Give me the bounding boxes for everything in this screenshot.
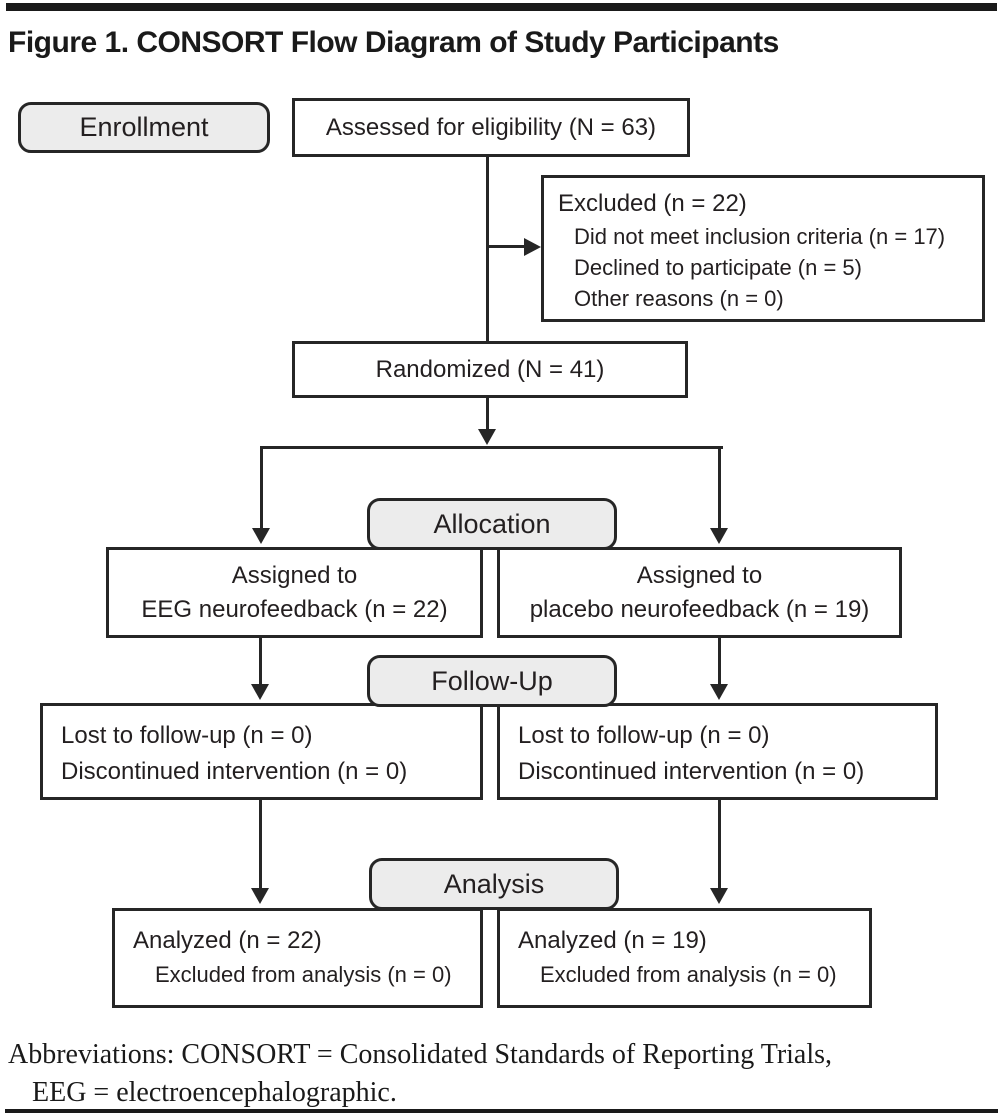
arrowhead-analysis-left: [251, 888, 269, 904]
bottom-rule: [5, 1109, 998, 1113]
arrowhead-assigned-right: [710, 528, 728, 544]
footnote-line2: EEG = electroencephalographic.: [32, 1077, 397, 1108]
box-assessed-text: Assessed for eligibility (N = 63): [325, 113, 657, 141]
box-randomized-text: Randomized (N = 41): [375, 355, 605, 383]
box-excluded: [541, 175, 985, 322]
box-analysis-eeg-sub: Excluded from analysis (n = 0): [155, 962, 452, 987]
connector-followup-analysis-left: [259, 800, 262, 888]
box-assigned-placebo-line1: Assigned to: [636, 561, 763, 589]
footnote-line1: Abbreviations: CONSORT = Consolidated Standards of Reporting Trials,: [8, 1039, 833, 1070]
box-analysis-eeg: [112, 908, 483, 1008]
stage-label-analysis: Analysis: [443, 868, 545, 899]
box-assigned-placebo-line2: placebo neurofeedback (n = 19): [529, 595, 870, 623]
box-followup-eeg-line1: Lost to follow-up (n = 0): [61, 722, 313, 749]
box-randomized: [292, 341, 688, 398]
box-excluded-item: Declined to participate (n = 5): [574, 255, 862, 280]
box-followup-eeg: [40, 703, 483, 800]
stage-badge-allocation: [367, 498, 617, 550]
connector-randomized-split: [486, 398, 489, 430]
box-analysis-placebo-heading: Analyzed (n = 19): [518, 927, 707, 954]
box-followup-placebo: [497, 703, 938, 800]
connector-followup-analysis-right: [718, 800, 721, 888]
box-excluded-item: Did not meet inclusion criteria (n = 17): [574, 224, 946, 249]
connector-assessed-randomized: [486, 157, 489, 341]
box-analysis-placebo: [497, 908, 872, 1008]
box-followup-eeg-line2: Discontinued intervention (n = 0): [61, 758, 408, 785]
stage-badge-follow-up: [367, 655, 617, 707]
box-analysis-placebo-sub: Excluded from analysis (n = 0): [540, 962, 837, 987]
arrowhead-followup-right: [710, 684, 728, 700]
stage-badge-analysis: [369, 858, 619, 910]
arrowhead-analysis-right: [710, 888, 728, 904]
box-excluded-item: Other reasons (n = 0): [574, 286, 784, 311]
arrowhead-split: [478, 429, 496, 445]
box-excluded-heading: Excluded (n = 22): [558, 190, 747, 217]
split-drop-right: [718, 446, 721, 528]
box-assigned-placebo: [497, 547, 902, 638]
split-drop-left: [260, 446, 263, 528]
arrowhead-assigned-left: [252, 528, 270, 544]
top-rule: [6, 3, 997, 11]
stage-label-follow-up: Follow-Up: [431, 665, 553, 696]
arrowhead-excluded: [524, 238, 541, 256]
connector-assigned-followup-left: [259, 638, 262, 684]
box-assigned-eeg: [106, 547, 483, 638]
abbreviations-footnote: [8, 1036, 998, 1112]
box-assigned-eeg-line2: EEG neurofeedback (n = 22): [141, 595, 448, 623]
connector-excluded-branch: [488, 245, 524, 248]
figure-title: Figure 1. CONSORT Flow Diagram of Study Participants: [8, 26, 779, 59]
connector-assigned-followup-right: [718, 638, 721, 684]
arrowhead-followup-left: [251, 684, 269, 700]
stage-badge-enrollment: [18, 102, 270, 153]
stage-label-allocation: Allocation: [433, 508, 551, 539]
box-followup-placebo-line2: Discontinued intervention (n = 0): [518, 758, 865, 785]
box-followup-placebo-line1: Lost to follow-up (n = 0): [518, 722, 770, 749]
box-assigned-eeg-line1: Assigned to: [231, 561, 358, 589]
split-horizontal-line: [260, 446, 723, 449]
box-assessed: [292, 98, 690, 157]
stage-label-enrollment: Enrollment: [79, 112, 209, 142]
box-analysis-eeg-heading: Analyzed (n = 22): [133, 927, 322, 954]
